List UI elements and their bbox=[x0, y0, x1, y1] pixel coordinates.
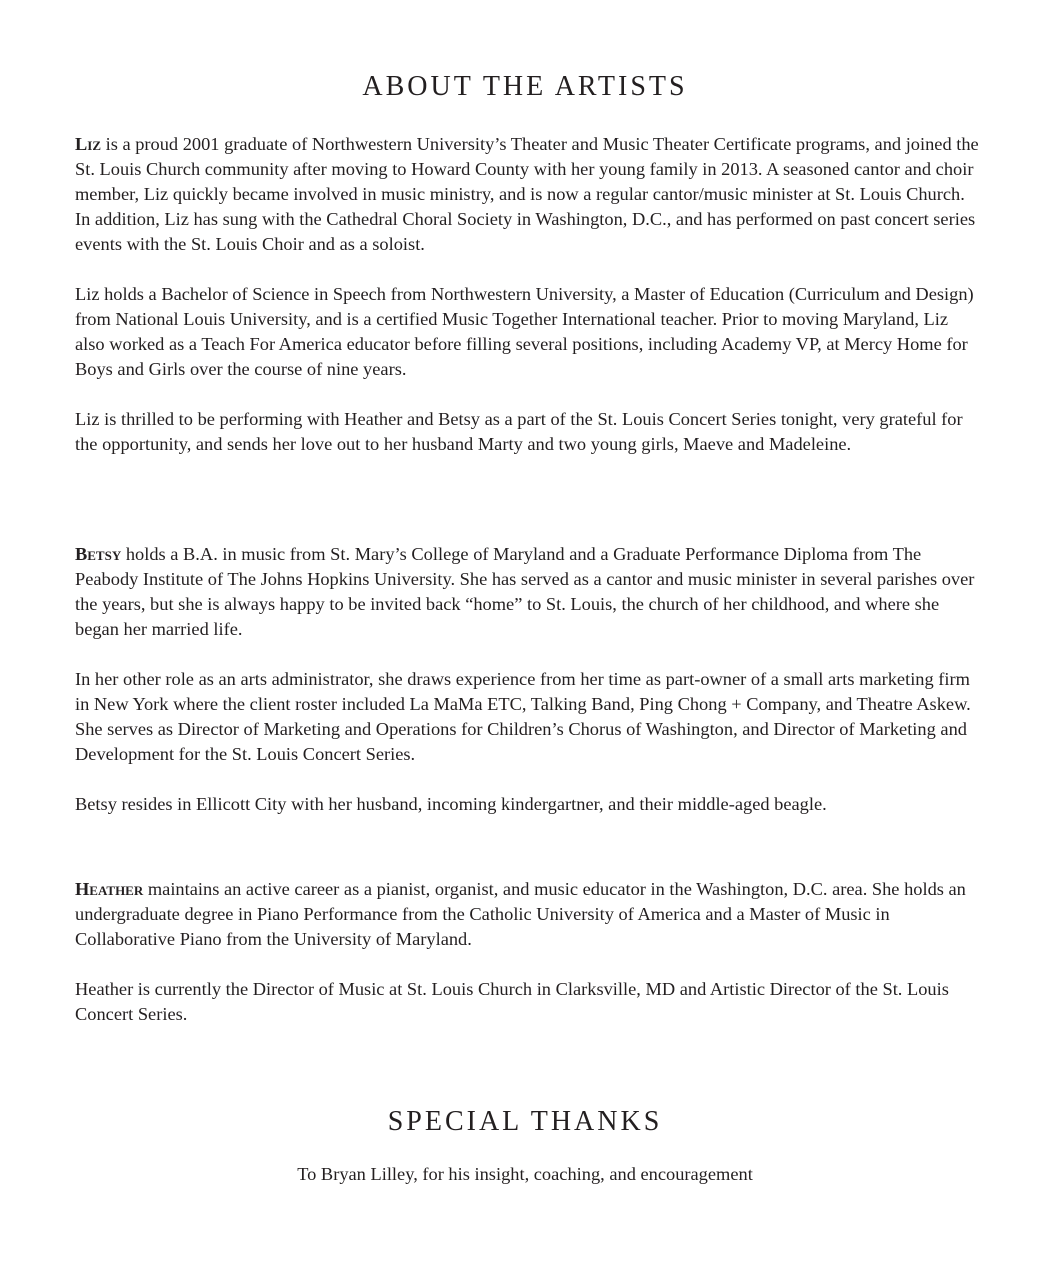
heather-bio-paragraph-1-text: maintains an active career as a pianist, organist, and music educator in the Washington, D.C. area. She holds an undergraduate degree in Piano Performance from the Catholic University of America and a Master of Music in Collaborative Piano from the University of Maryland. bbox=[75, 879, 966, 949]
betsy-bio-paragraph-1 bbox=[75, 542, 980, 642]
special-thanks-heading: SPECIAL THANKS bbox=[387, 1106, 663, 1137]
liz-bio-paragraph-1-text: is a proud 2001 graduate of Northwestern University’s Theater and Music Theater Certificate programs, and joined the St. Louis Church community after moving to Howard County with her young family in 2013. A seasoned cantor and choir member, Liz quickly became involved in music ministry, and is now a regular cantor/music minister at St. Louis Church. In addition, Liz has sung with the Cathedral Choral Society in Washington, D.C., and has performed on past concert series events with the St. Louis Choir and as a soloist. bbox=[75, 134, 979, 254]
betsy-bio-paragraph-2: In her other role as an arts administrator, she draws experience from her time as part-owner of a small arts marketing firm in New York where the client roster included La MaMa ETC, Talking Band, Ping Chong + Company, and Theatre Askew. She serves as Director of Marketing and Operations for Children’s Chorus of Washington, and Director of Marketing and Development for the St. Louis Concert Series. bbox=[75, 669, 971, 764]
liz-bio-paragraph-1 bbox=[75, 132, 980, 257]
liz-name: Liz bbox=[75, 134, 101, 154]
about-the-artists-heading: ABOUT THE ARTISTS bbox=[362, 71, 688, 102]
betsy-name: Betsy bbox=[75, 544, 122, 564]
special-thanks-text: To Bryan Lilley, for his insight, coaching, and encouragement bbox=[297, 1164, 753, 1184]
betsy-bio-paragraph-3: Betsy resides in Ellicott City with her husband, incoming kindergartner, and their middle-aged beagle. bbox=[75, 794, 827, 814]
heather-name: Heather bbox=[75, 879, 144, 899]
heather-bio-paragraph-1 bbox=[75, 877, 980, 952]
heather-bio-paragraph-2: Heather is currently the Director of Music at St. Louis Church in Clarksville, MD and Artistic Director of the St. Louis Concert Series. bbox=[75, 979, 949, 1024]
liz-bio-paragraph-2: Liz holds a Bachelor of Science in Speech from Northwestern University, a Master of Education (Curriculum and Design) from National Louis University, and is a certified Music Together International teacher. Prior to moving Maryland, Liz also worked as a Teach For America educator before filling several positions, including Academy VP, at Mercy Home for Boys and Girls over the course of nine years. bbox=[75, 284, 974, 379]
liz-bio-paragraph-3: Liz is thrilled to be performing with Heather and Betsy as a part of the St. Louis Concert Series tonight, very grateful for the opportunity, and sends her love out to her husband Marty and two young girls, Maeve and Madeleine. bbox=[75, 409, 963, 454]
betsy-bio-paragraph-1-text: holds a B.A. in music from St. Mary’s College of Maryland and a Graduate Performance Diploma from The Peabody Institute of The Johns Hopkins University. She has served as a cantor and music minister in several parishes over the years, but she is always happy to be invited back “home” to St. Louis, the church of her childhood, and where she began her married life. bbox=[75, 544, 975, 639]
